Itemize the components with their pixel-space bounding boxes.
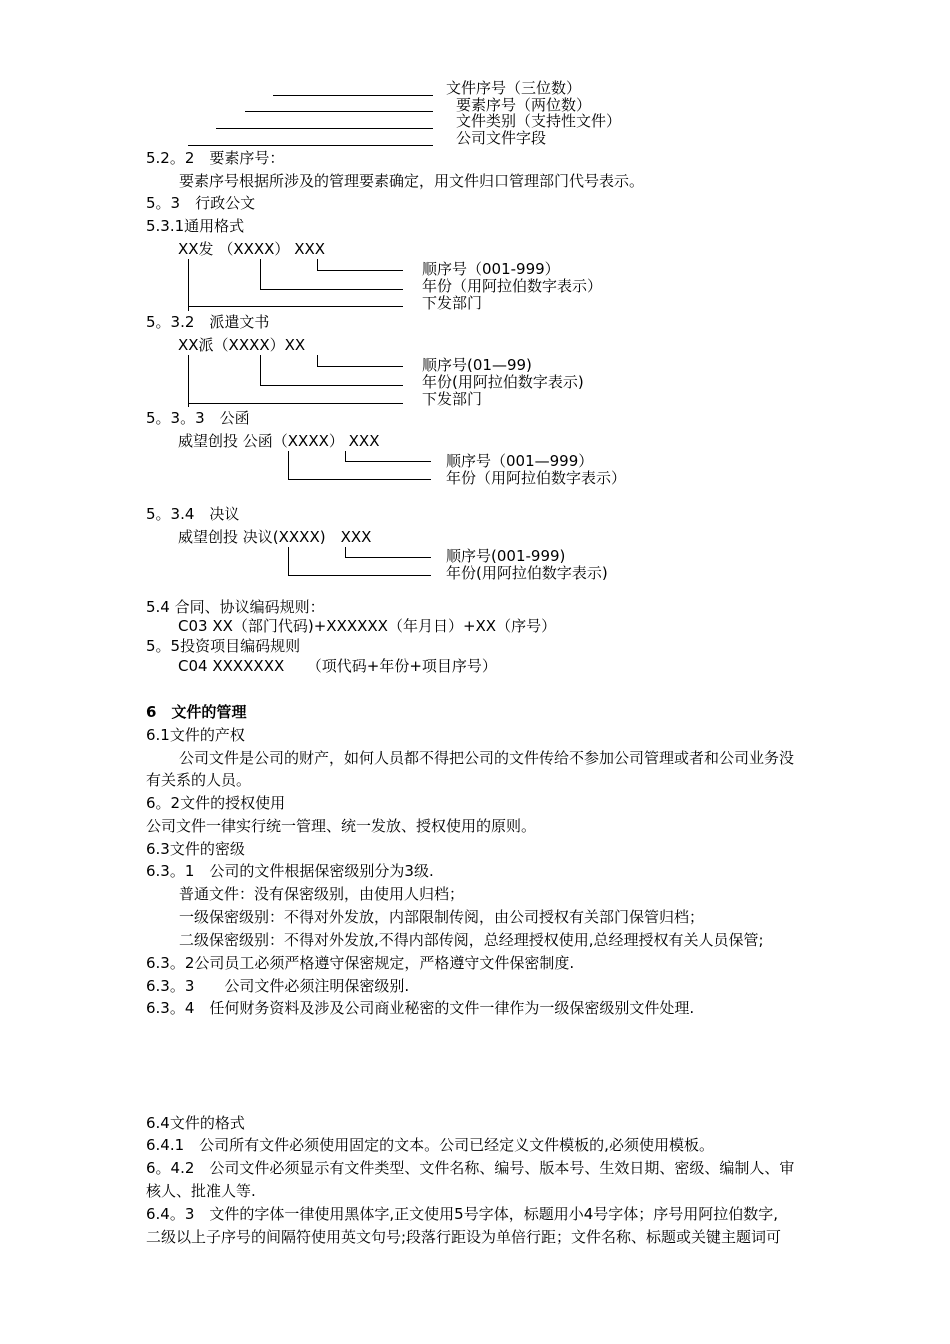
diagram-label: 下发部门 xyxy=(422,294,483,312)
paragraph: 6。4.2 公司文件必须显示有文件类型、文件名称、编号、版本号、生效日期、密级、编制人、审 xyxy=(146,1159,795,1177)
diagram-label: 顺序号（001-999） xyxy=(422,260,560,278)
diagram-label: 年份(用阿拉伯数字表示) xyxy=(422,373,584,391)
section-heading: 5。3 行政公文 xyxy=(146,194,256,212)
diagram-line xyxy=(288,479,431,480)
diagram-line xyxy=(260,259,261,289)
diagram-line xyxy=(188,306,403,307)
diagram-label: 要素序号（两位数） xyxy=(456,96,592,114)
code-format: C04 XXXXXXX （项代码+年份+项目序号） xyxy=(178,657,497,675)
code-format: 威望创投 公函（XXXX） XXX xyxy=(178,432,380,450)
section-heading: 6。2文件的授权使用 xyxy=(146,794,286,812)
paragraph: 6.3。4 任何财务资料及涉及公司商业秘密的文件一律作为一级保密级别文件处理. xyxy=(146,999,695,1017)
diagram-line xyxy=(216,128,433,129)
section-heading: 5.3.1通用格式 xyxy=(146,217,245,235)
diagram-line xyxy=(288,451,289,479)
diagram-line xyxy=(317,259,318,270)
paragraph: 6.3。3 公司文件必须注明保密级别. xyxy=(146,977,410,995)
paragraph: 6.3。1 公司的文件根据保密级别分为3级. xyxy=(146,862,434,880)
code-format: XX发 （XXXX） XXX xyxy=(178,240,326,258)
diagram-label: 顺序号(01—99) xyxy=(422,356,532,374)
code-format: XX派（XXXX）XX xyxy=(178,336,306,354)
diagram-line xyxy=(188,403,403,404)
diagram-label: 年份（用阿拉伯数字表示） xyxy=(446,469,627,487)
paragraph: 公司文件一律实行统一管理、统一发放、授权使用的原则。 xyxy=(146,817,537,835)
diagram-line xyxy=(317,366,403,367)
diagram-line xyxy=(273,95,433,96)
diagram-label: 年份(用阿拉伯数字表示) xyxy=(446,564,608,582)
diagram-line xyxy=(288,575,431,576)
diagram-line xyxy=(317,270,403,271)
diagram-line xyxy=(345,451,346,461)
diagram-label: 文件序号（三位数） xyxy=(446,79,582,97)
diagram-line xyxy=(345,547,346,557)
diagram-label: 顺序号(001-999) xyxy=(446,547,566,565)
paragraph: 6.4.1 公司所有文件必须使用固定的文本。公司已经定义文件模板的,必须使用模板。 xyxy=(146,1136,714,1154)
paragraph: 一级保密级别：不得对外发放，内部限制传阅，由公司授权有关部门保管归档； xyxy=(179,908,705,926)
section-heading: 5.2。2 要素序号： xyxy=(146,149,285,167)
diagram-line xyxy=(260,355,261,385)
section-heading: 5。3。3 公函 xyxy=(146,409,250,427)
diagram-line xyxy=(260,289,403,290)
diagram-line xyxy=(317,355,318,366)
section-heading: 5.4 合同、协议编码规则： xyxy=(146,598,325,616)
paragraph: 要素序号根据所涉及的管理要素确定，用文件归口管理部门代号表示。 xyxy=(179,172,645,190)
diagram-label: 下发部门 xyxy=(422,390,483,408)
section-heading: 6.4文件的格式 xyxy=(146,1114,245,1132)
diagram-line xyxy=(345,461,431,462)
paragraph: 有关系的人员。 xyxy=(146,771,252,789)
diagram-line xyxy=(188,145,433,146)
paragraph: 6.4。3 文件的字体一律使用黑体字,正文使用5号字体，标题用小4号字体；序号用阿拉伯数字, xyxy=(146,1205,779,1223)
diagram-line xyxy=(260,385,403,386)
paragraph: 公司文件是公司的财产，如何人员都不得把公司的文件传给不参加公司管理或者和公司业务没 xyxy=(179,749,795,767)
section-heading: 6.3文件的密级 xyxy=(146,840,245,858)
section-heading: 5。3.4 决议 xyxy=(146,505,240,523)
paragraph: 二级以上子序号的间隔符使用英文句号;段落行距设为单倍行距；文件名称、标题或关键主题词可 xyxy=(146,1228,782,1246)
diagram-line xyxy=(188,355,189,407)
diagram-label: 年份（用阿拉伯数字表示） xyxy=(422,277,603,295)
paragraph: 普通文件：没有保密级别，由使用人归档； xyxy=(179,885,465,903)
diagram-label: 顺序号（001—999） xyxy=(446,452,594,470)
diagram-line xyxy=(345,557,431,558)
diagram-line xyxy=(245,111,433,112)
diagram-line xyxy=(188,259,189,311)
section-heading: 5。5投资项目编码规则 xyxy=(146,637,301,655)
diagram-line xyxy=(288,547,289,575)
section-heading: 6.1文件的产权 xyxy=(146,726,245,744)
code-format: 威望创投 决议(XXXX) XXX xyxy=(178,528,372,546)
paragraph: 核人、批准人等. xyxy=(146,1182,256,1200)
code-format: C03 XX（部门代码)+XXXXXX（年月日）+XX（序号） xyxy=(178,617,557,635)
diagram-label: 公司文件字段 xyxy=(456,129,547,147)
paragraph: 6.3。2公司员工必须严格遵守保密规定，严格遵守文件保密制度. xyxy=(146,954,575,972)
chapter-heading: 6 文件的管理 xyxy=(146,703,247,721)
diagram-label: 文件类别（支持性文件） xyxy=(456,112,622,130)
section-heading: 5。3.2 派遣文书 xyxy=(146,313,270,331)
paragraph: 二级保密级别：不得对外发放,不得内部传阅，总经理授权使用,总经理授权有关人员保管; xyxy=(179,931,764,949)
